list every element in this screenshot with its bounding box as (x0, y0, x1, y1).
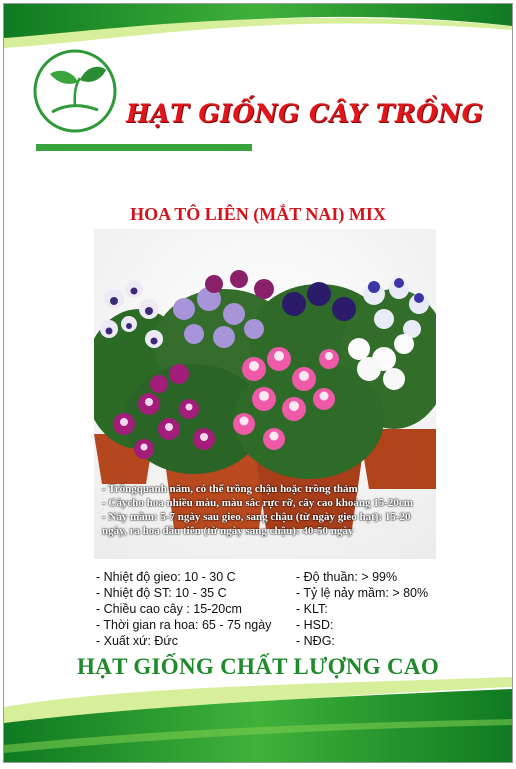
seed-packet (3, 3, 513, 763)
description-line: - Câycho hoa nhiều màu, màu sắc rực rỡ, cây cao khoảng 15-20cm (102, 497, 413, 509)
spec-purity: - Độ thuần: > 99% (296, 570, 398, 584)
spec-packing-date: - NĐG: (296, 634, 335, 648)
spec-growth-temp: - Nhiệt độ ST: 10 - 35 C (96, 586, 227, 600)
spec-plant-height: - Chiều cao cây : 15-20cm (96, 602, 242, 616)
brand-title: HẠT GIỐNG CÂY TRỒNG (126, 99, 484, 128)
footer-slogan: HẠT GIỐNG CHẤT LƯỢNG CAO (76, 654, 440, 679)
description-line: - Nảy mầm: 5-7 ngày sau gieo, sang chậu (từ ngày gieo hạt): 15-20 ngày, ra hoa đầu tiên (từ ngày sang chậu): 40-50 ngày (102, 511, 411, 537)
spec-origin: - Xuất xứ: Đức (96, 634, 179, 648)
product-description (102, 482, 432, 538)
bottom-wave-decoration (4, 667, 512, 762)
description-line: - Trồngquanh năm, có thể trồng chậu hoặc trồng thảm (102, 483, 358, 495)
spec-expiry: - HSD: (296, 618, 334, 632)
spec-net-weight: - KLT: (296, 602, 328, 616)
brand-underline (36, 144, 252, 151)
spec-flowering-time: - Thời gian ra hoa: 65 - 75 ngày (96, 618, 272, 632)
spec-germination-rate: - Tỷ lệ nảy mầm: > 80% (296, 586, 429, 600)
product-title: HOA TÔ LIÊN (MẮT NAI) MIX (130, 204, 386, 224)
spec-sowing-temp: - Nhiệt độ gieo: 10 - 30 C (96, 570, 236, 584)
sprout-leaf-icon (32, 48, 118, 134)
